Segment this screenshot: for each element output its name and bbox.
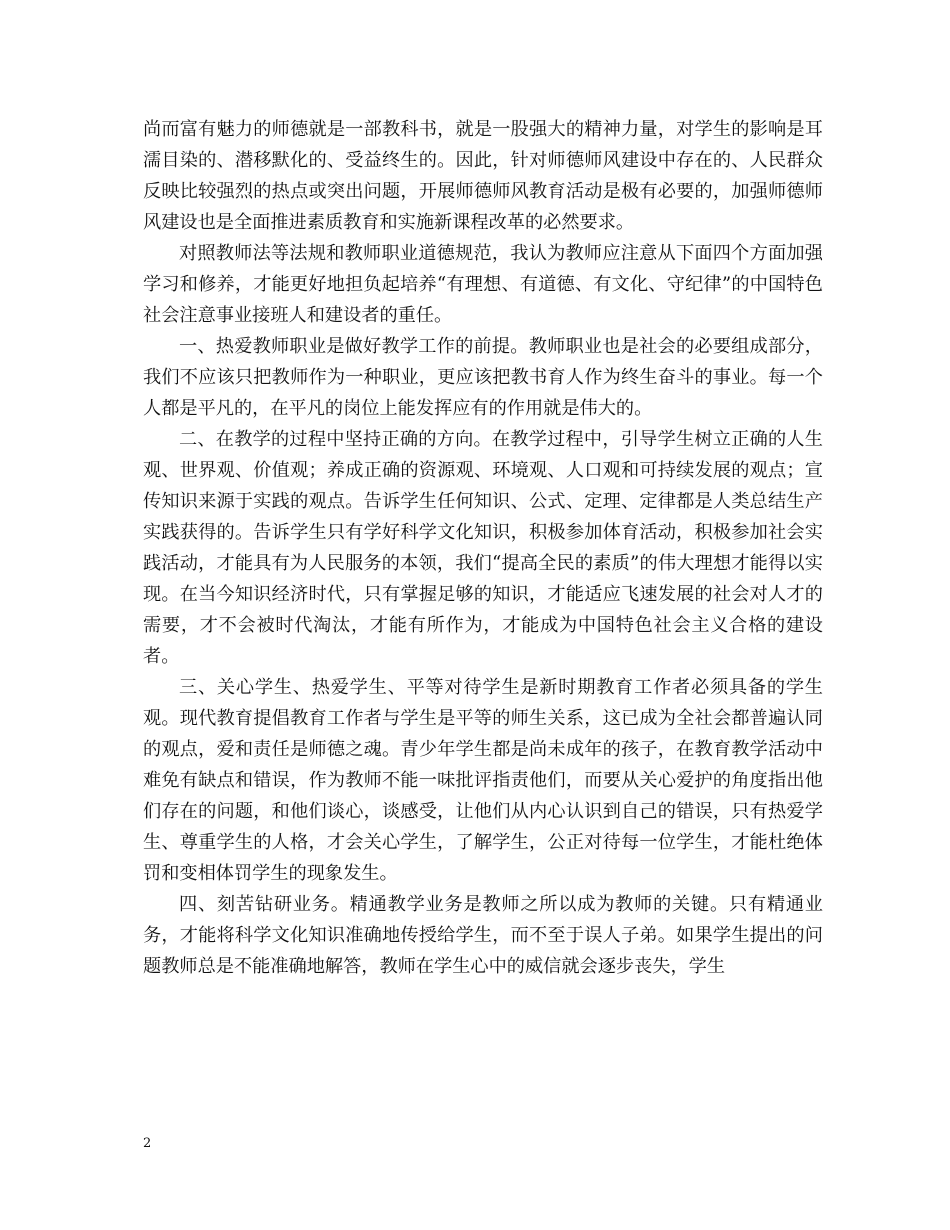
paragraph-5: 三、关心学生、热爱学生、平等对待学生是新时期教育工作者必须具备的学生观。现代教育提倡教育工作者与学生是平等的师生关系，这已成为全社会都普遍认同的观点，爱和责任是师德之魂。青少年学生都是尚未成年的孩子，在教育教学活动中难免有缺点和错误，作为教师不能一味批评指责他们，而要从关心爱护的角度指出他们存在的问题，和他们谈心，谈感受，让他们从内心认识到自己的错误，只有热爱学生、尊重学生的人格，才会关心学生，了解学生，公正对待每一位学生，才能杜绝体罚和变相体罚学生的现象发生。 [143,677,823,884]
paragraph-3: 一、热爱教师职业是做好教学工作的前提。教师职业也是社会的必要组成部分，我们不应该只把教师作为一种职业，更应该把教书育人作为终生奋斗的事业。每一个人都是平凡的，在平凡的岗位上能发挥应有的作用就是伟大的。 [143,336,823,419]
paragraph-6: 四、刻苦钻研业务。精通教学业务是教师之所以成为教师的关键。只有精通业务，才能将科学文化知识准确地传授给学生，而不至于误人子弟。如果学生提出的问题教师总是不能准确地解答，教师在学生心中的威信就会逐步丧失，学生 [143,894,823,977]
body-text [143,114,823,982]
paragraph-1: 尚而富有魅力的师德就是一部教科书，就是一股强大的精神力量，对学生的影响是耳濡目染的、潜移默化的、受益终生的。因此，针对师德师风建设中存在的、人民群众反映比较强烈的热点或突出问题，开展师德师风教育活动是极有必要的，加强师德师风建设也是全面推进素质教育和实施新课程改革的必然要求。 [143,119,823,233]
page-number: 2 [143,1136,152,1151]
paragraph-4: 二、在教学的过程中坚持正确的方向。在教学过程中，引导学生树立正确的人生观、世界观、价值观；养成正确的资源观、环境观、人口观和可持续发展的观点；宣传知识来源于实践的观点。告诉学生任何知识、公式、定理、定律都是人类总结生产实践获得的。告诉学生只有学好科学文化知识，积极参加体育活动，积极参加社会实践活动，才能具有为人民服务的本领，我们“提高全民的素质”的伟大理想才能得以实现。在当今知识经济时代，只有掌握足够的知识，才能适应飞速发展的社会对人才的需要，才不会被时代淘汰，才能有所作为，才能成为中国特色社会主义合格的建设者。 [143,429,823,667]
paragraph-2: 对照教师法等法规和教师职业道德规范，我认为教师应注意从下面四个方面加强学习和修养，才能更好地担负起培养“有理想、有道德、有文化、守纪律”的中国特色社会注意事业接班人和建设者的重任。 [143,243,823,326]
